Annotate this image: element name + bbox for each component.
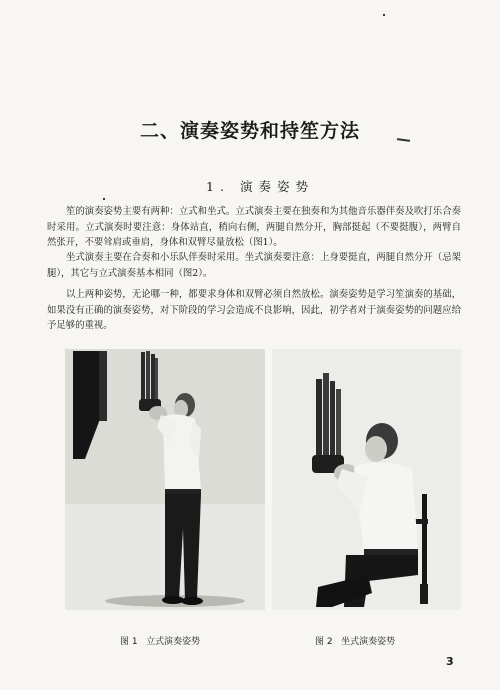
scan-speck	[103, 198, 105, 200]
section-title: 1. 演奏姿势	[206, 179, 314, 194]
scan-speck	[383, 14, 385, 16]
paragraph-standing-posture: 笙的演奏姿势主要有两种：立式和坐式。立式演奏主要在独奏和为其他音乐器伴奏及吹打乐合奏时采用。立式演奏时要注意：身体站直，稍向右侧，两腿自然分开，胸部挺起（不要挺腹），两臂自然张开，不要耸肩或垂肩，身体和双臂尽量放松（图1）。	[47, 206, 461, 248]
figure-2-caption: 图 2 坐式演奏姿势	[315, 637, 396, 647]
figure-1-standing-photo	[65, 349, 265, 610]
figure-1-caption: 图 1 立式演奏姿势	[120, 637, 201, 647]
figure-2-seated-photo	[272, 349, 461, 610]
paragraph-posture-summary: 以上两种姿势，无论哪一种，都要求身体和双臂必须自然放松。演奏姿势是学习笙演奏的基础，如果没有正确的演奏姿势，对下阶段的学习会造成不良影响，因此，初学者对于演奏姿势的问题应给予足够的重视。	[47, 289, 461, 331]
page-number: 3	[446, 655, 454, 668]
paragraph-seated-posture: 坐式演奏主要在合奏和小乐队伴奏时采用。坐式演奏要注意：上身要挺直，两腿自然分开（忌架腿），其它与立式演奏基本相同（图2）。	[47, 252, 461, 279]
chapter-title: 二、演奏姿势和持笙方法	[139, 120, 360, 142]
